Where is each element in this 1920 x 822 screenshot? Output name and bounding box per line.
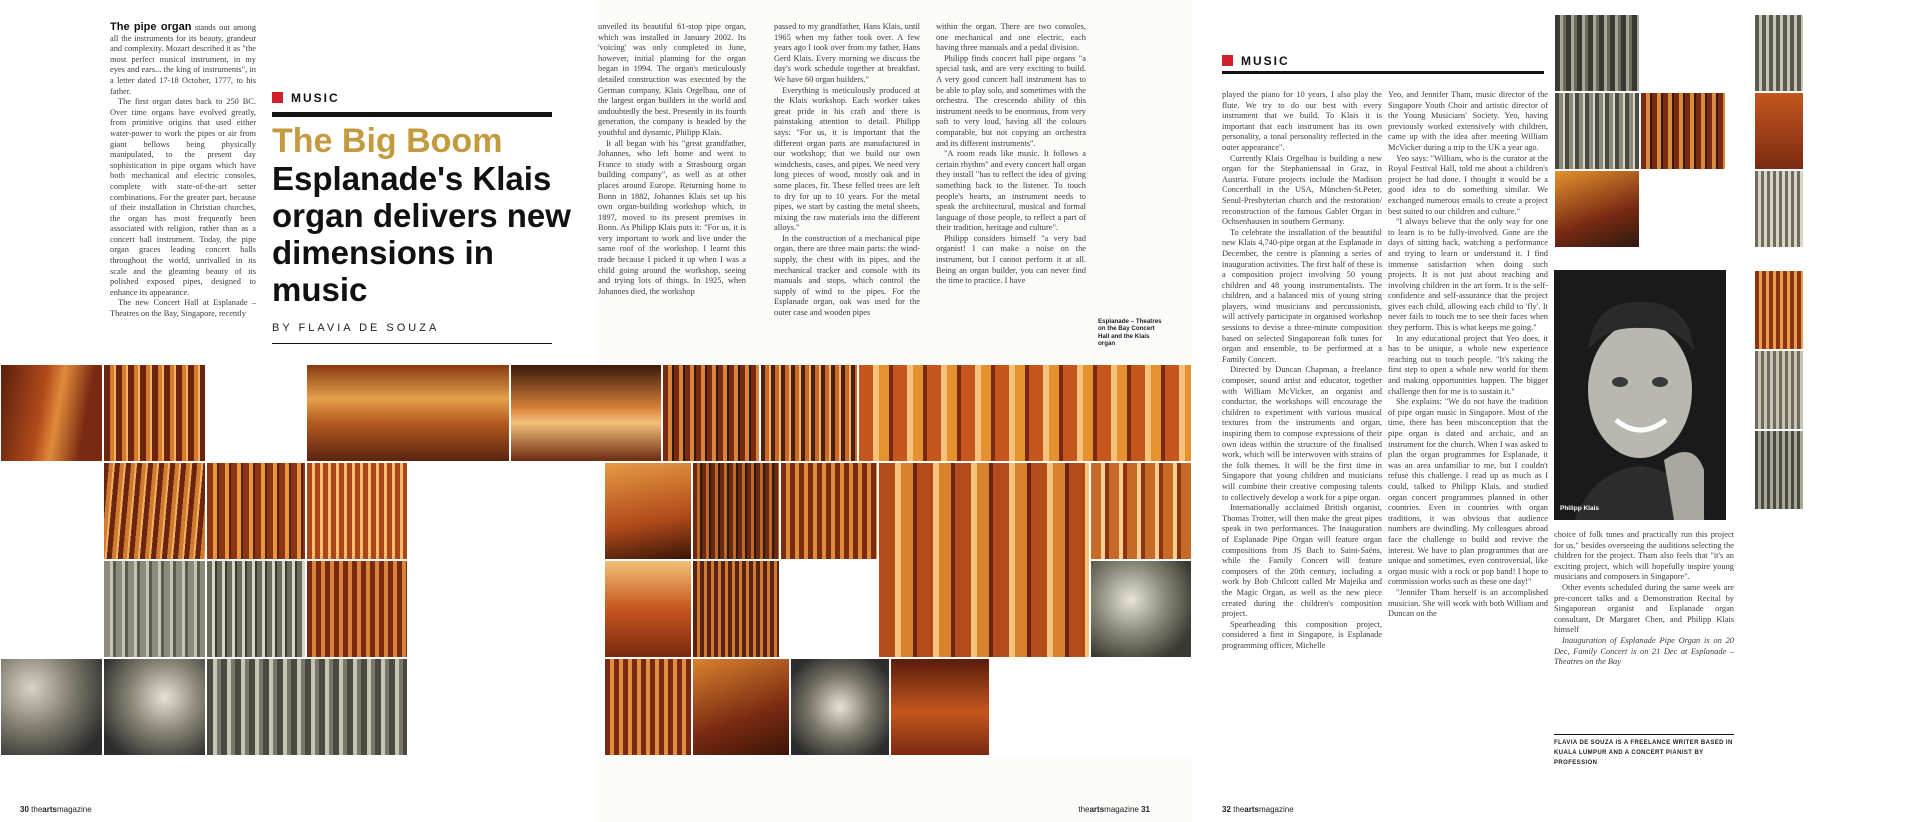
photo-tile [1754, 430, 1804, 510]
page-32 [1208, 0, 1920, 822]
article-column-7 [1554, 530, 1734, 740]
photo-tile [306, 364, 510, 462]
photo-tile [780, 462, 878, 560]
photo-tile [1754, 270, 1804, 350]
photo-tile [1554, 92, 1640, 170]
article-column-5 [1222, 90, 1382, 790]
photo-tile [858, 364, 1192, 462]
section-label: MUSIC [272, 91, 340, 105]
paragraph: Yeo, and Jennifer Tham, music director of the Singapore Youth Choir and artistic director of the Young Musicians' Society. Yeo, having previously worked extensively with children, came up with the idea after meeting William McVicker during a trip to the UK a year ago. [1388, 90, 1548, 152]
photo-tile [1754, 14, 1804, 92]
photo-tile [306, 462, 408, 560]
photo-tile [206, 658, 408, 756]
photo-tile [206, 560, 306, 658]
paragraph: To celebrate the installation of the beautiful new Klais 4,740-pipe organ at the Esplanade in December, the centre is planning a series of inauguration activities. The first half of these is a composition project involving 50 young children and 48 young instrumentalists. The children, and a balanced mix of young string players, wind musicians and percussionists, will actively participate in organised workshop sessions to devise a three-minute composition based on selected Singaporean folk tunes for organ and ensemble, to be performed at a Family Concert. [1222, 227, 1382, 364]
photo-tile [510, 364, 662, 462]
paragraph: Currently Klais Orgelbau is building a new organ for the Stephaniensaal in Graz, in Austria. Future projects include the Madison Concerthall in the USA, München-St.Peter, Seoul-Presbyterian church and the restoration/ reconstruction of the famous Gabler Organ in Ochsenhausen in southern Germany. [1222, 153, 1382, 227]
paragraph: In any educational project that Yeo does, it has to be unique, a whole new experience reaching out to touch people. "It's taking the first step to open a whole new world for them and making opportunities happen. The bigger challenge then for me is to sustain it." [1388, 333, 1548, 396]
section-rule [1222, 71, 1544, 74]
photo-tile [1554, 14, 1640, 92]
kicker: The Big Boom [272, 122, 503, 160]
red-square-icon [272, 92, 283, 103]
portrait-caption: Philipp Klais [1560, 505, 1600, 512]
folio-left: 30 theartsmagazine [20, 805, 92, 814]
photo-tile [1754, 350, 1804, 430]
folio-right: theartsmagazine 31 [1078, 805, 1150, 814]
photo-tile [1754, 92, 1804, 170]
portrait-photo [1554, 270, 1726, 520]
paragraph: Philipp considers himself "a very bad organist! I can make a noise on the instrument, but I cannot perform it at all. Being an organ builder, you can never find the time to practice. I have [936, 233, 1086, 286]
photo-tile [662, 364, 760, 462]
paragraph: Internationally acclaimed British organist, Thomas Trotter, will then make the great pipes speak in two performances. The Inauguration of Esplanade Pipe Organ will feature organ compositions from JS Bach to Saint-Saëns, while the Family Concert will feature composers of the 20th century, including a work by Bob Chilcott called Mr Majeika and the Magic Organ, as well as the new piece created during the children's composition project. [1222, 503, 1382, 619]
photo-tile [0, 658, 103, 756]
paragraph: In the construction of a mechanical pipe organ, there are three main parts: the wind-supply, the chest with its pipes, and the mechanical tracker and console with its manuals and stops, which control the supply of wind to the pipes. For the Esplanade organ, oak was used for the outer case and wooden pipes [774, 233, 920, 318]
byline: BY FLAVIA DE SOUZA [272, 322, 440, 334]
paragraph: played the piano for 10 years, I also play the flute. We try to do our best with every instrument that we build. To Klais it is important that each instrument has its own personality, a tonal personality reflected in the outer appearance". [1222, 90, 1382, 152]
folio-page-32: 32 theartsmagazine [1222, 805, 1294, 814]
article-column-1 [110, 22, 256, 356]
paragraph: Directed by Duncan Chapman, a freelance composer, sound artist and educator, together with William McVicker, an organist and conductor, the workshops will encourage the children to experiment with various musical textures from the instruments and organ, inspiring them to compose expressions of their own ideas within the structure of the finalised work, which will be interwoven with strains of the folk themes. It will be the first time in Singapore that young children and musicians will combine their creative composing talents to collectively develop a work for a pipe organ. [1222, 365, 1382, 502]
philipp-klais-portrait-icon [1554, 270, 1726, 520]
photo-tile [890, 658, 990, 756]
photo-tile [604, 462, 692, 560]
photo-tile [790, 658, 890, 756]
paragraph: Philipp finds concert hall pipe organs "a special task, and are very exciting to build. A very good concert hall instrument has to be able to play solo, and sometimes with the orchestra. The crescendo ability of this instrument needs to be enormous, from very soft to very loud, having all the colours comparable, but not copying an orchestra and its different instruments". [936, 53, 1086, 148]
paragraph: The new Concert Hall at Esplanade – Theatres on the Bay, Singapore, recently [110, 298, 256, 319]
paragraph: It all began with his "great grandfather, Johannes, who left home and went to France to study with a Strasbourg organ building company", as well as at other places around Europe. Returning home to Bonn in 1882, Johannes Klais set up his own organ-building workshop which, in 1897, moved to its present premises in Bonn. As Philipp Klais puts it: "For us, it is very important to work and live under the same roof of the workshop. I learnt this trade because I picked it up when I was a child going around the workshop, seeing and trying lots of things. In 1925, when Johannes died, the workshop [598, 138, 746, 296]
paragraph: within the organ. There are two consoles, one mechanical and one electric, each having three manuals and a pedal division. [936, 22, 1086, 53]
photo-tile [1090, 462, 1192, 560]
paragraph: stands out among all the instruments for its beauty, grandeur and complexity. Mozart described it as "the most perfect musical instrument, in my eyes and ears... the king of instruments", in a letter dated 17-18 October, 1777, to his father. [110, 23, 256, 96]
photo-tile [103, 364, 206, 462]
paragraph: Yeo says: "William, who is the curator at the Royal Festival Hall, told me about a children's project he had done. I thought it would be a good idea to do something similar. We exchanged numerous emails to create a project best suited to our children and culture." [1388, 153, 1548, 216]
photo-tile [604, 658, 692, 756]
photo-tile [692, 560, 780, 658]
article-column-6 [1388, 90, 1548, 790]
photo-tile [103, 560, 206, 658]
article-column-4 [936, 22, 1086, 356]
photo-tile [0, 560, 103, 658]
photo-tile [0, 364, 103, 462]
photo-tile [760, 364, 858, 462]
photo-caption: Esplanade – Theatres on the Bay Concert Hall and the Klais organ [1098, 318, 1162, 348]
article-column-3 [774, 22, 920, 356]
photo-tile [103, 658, 206, 756]
page-title: Esplanade's Klais organ delivers new dimensions in music [272, 160, 571, 308]
heading-rule [272, 112, 552, 117]
photo-tile [0, 462, 103, 560]
article-column-2 [598, 22, 746, 356]
photo-tile [1640, 92, 1726, 170]
bio-rule [1554, 734, 1734, 735]
photo-tile [692, 658, 790, 756]
photo-tile [206, 364, 306, 462]
paragraph: passed to my grandfather, Hans Klais, until 1965 when my father took over. A few years ago I took over from my father, Hans Gerd Klais. Every morning we discuss the day's work schedule together at breakfast. We have 60 organ builders." [774, 22, 920, 84]
photo-tile [878, 462, 1090, 658]
paragraph: unveiled its beautiful 61-stop pipe organ, which was installed in January 2002. Its 'voicing' was only completed in June, however, initial planning for the organ began in 1994. The organ's meticulously detailed construction was executed by the German company, Klais Orgelbau, one of the largest organ builders in the world and undoubtedly the best. Presently in its fourth generation, the company is headed by the youthful and dynamic, Philipp Klais. [598, 22, 746, 137]
photo-tile [990, 658, 1192, 756]
photo-tile [604, 560, 692, 658]
paragraph: "Jennifer Tham herself is an accomplished musician. She will work with both William and Duncan on the [1388, 587, 1548, 619]
paragraph: Everything is meticulously produced at the Klais workshop. Each worker takes great pride in his craft and there is painstaking attention to detail. Philipp says: "For us, it is important that the different organ parts are manufactured in our workshop; that we build our own windchests, cases, and pipes. We need very long pieces of wood, mostly oak and in some places, fir. These felled trees are left to dry for up to 10 years. For the metal pipes, we start by casting the metal sheets, mixing the raw materials into the different alloys." [774, 85, 920, 233]
lead-in: The pipe organ [110, 22, 192, 33]
photo-tile [692, 462, 780, 560]
red-square-icon [1222, 55, 1233, 66]
paragraph: Other events scheduled during the same week are pre-concert talks and a Demonstration Recital by Singaporean organist and Esplanade organ consultant, Dr Margaret Chen, and Philipp Klais himself [1554, 582, 1734, 635]
organ-photo-mosaic [0, 364, 1192, 756]
paragraph: The first organ dates back to 250 BC. Over time organs have evolved greatly, from primitive origins that used either water-power to work the pipes or air from giant bellows being physically manipulated, to the present day sophistication in pipe organs which have both mechanical and electric consoles, complete with state-of-the-art setter combinations. For the greater part, because of their installation in Christian churches, the organ has most frequently been associated with religion, rather than as a concert hall instrument. Today, the pipe organ graces leading concert halls throughout the world, unrivalled in its scale and the gleaming beauty of its polished exposed pipes, designed to enhance its appearance. [110, 97, 256, 297]
photo-tile [306, 560, 408, 658]
paragraph: choice of folk tunes and practically run this project for us," besides overseeing the auditions selecting the children for the project. Tham also feels that "it's an exciting project, which will hopefully inspire young musicians and composers in Singapore". [1554, 530, 1734, 582]
section-label: MUSIC [1222, 54, 1290, 68]
paragraph: "A room reads like music. It follows a certain rhythm" and every concert hall organ they install "has to reflect the idea of giving something back to the listener. To touch people's hearts, an instrument needs to speak the architectural, musical and formal language of those people, to reflect a part of their tradition, heritage and culture". [936, 149, 1086, 233]
photo-tile [206, 462, 306, 560]
paragraph: "I always believe that the only way for one to learn is to be fully-involved. Gone are the days of sitting back, watching a performance and trying to learn or understand it. I find immense satisfaction when doing such projects. It is not just about teaching and involving children in the art form. It is the self-confidence and self-assurance that the project gives each child, allowing each child to 'fly'. It never fails to touch me to see their faces when they perform. This is what keeps me going." [1388, 217, 1548, 333]
photo-tile [1090, 560, 1192, 658]
photo-tile [780, 560, 878, 658]
paragraph: She explains: "We do not have the tradition of pipe organ music in Singapore. Most of the time, there has been misconception that the pipe organ is dated and archaic, and an instrument for the church. When I was asked to plan the organ programmes for Esplanade, it was an area unfamiliar to me, but I couldn't refuse this challenge. I read up as much as I could, talked to Philipp Klais, and studied organ concert programmes planned in other countries. Even in countries with organ traditions, it was obvious that audience numbers are dwindling. My colleagues abroad face the challenge to build and revive the interest. We have to plan programmes that are unique and sometimes, even controversial, like organ music with a rock or pop band! I hope to commission works such as these one day!" [1388, 397, 1548, 587]
paragraph: Spearheading this composition project, considered a first in Singapore, is Esplanade programming officer, Michelle [1222, 619, 1382, 650]
photo-tile [103, 462, 206, 560]
paragraph: Inauguration of Esplanade Pipe Organ is on 20 Dec, Family Concert is on 21 Dec at Esplanade – Theatres on the Bay [1554, 635, 1734, 667]
photo-tile [408, 462, 604, 756]
photo-tile [1554, 170, 1640, 248]
author-bio: FLAVIA DE SOUZA IS A FREELANCE WRITER BASED IN KUALA LUMPUR AND A CONCERT PIANIST BY PROFESSION [1554, 740, 1733, 766]
byline-rule [272, 343, 552, 344]
photo-tile [1754, 170, 1804, 248]
